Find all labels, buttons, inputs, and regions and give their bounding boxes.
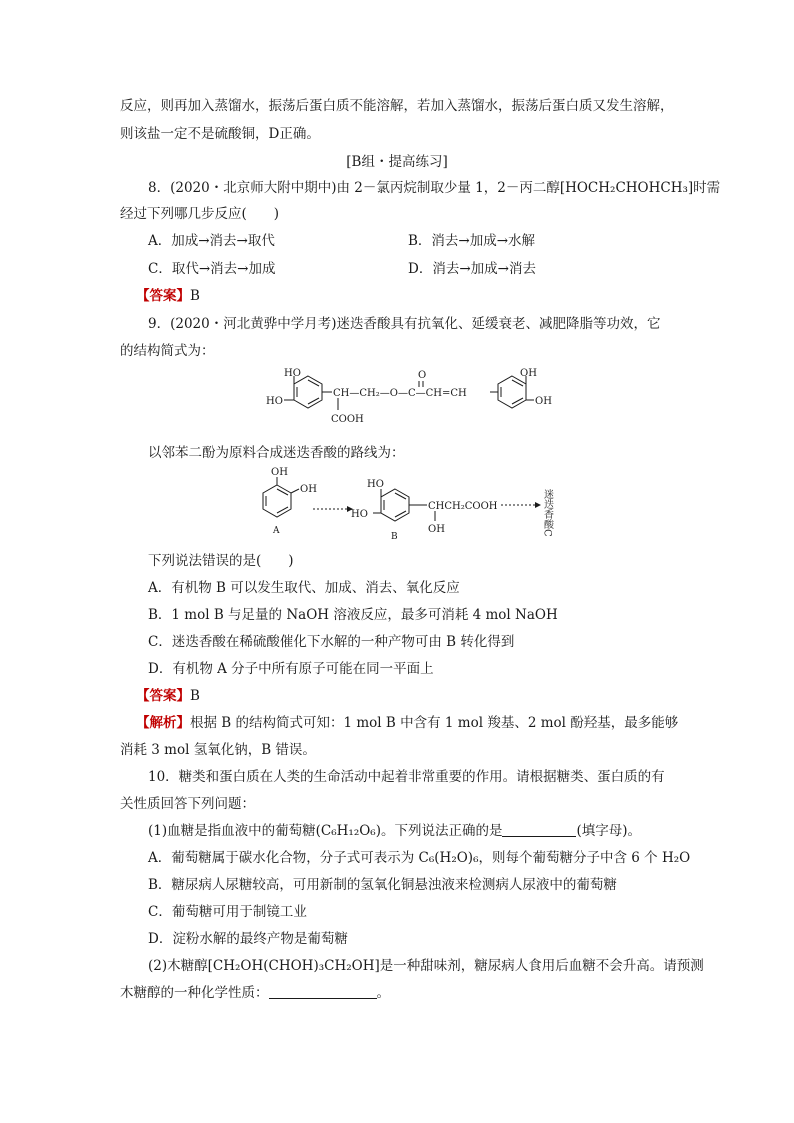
q10-sub2-tail: 。: [376, 985, 390, 1001]
oh-right-label: OH: [535, 396, 552, 407]
analysis-tag: 【解析】: [136, 715, 190, 731]
answer-blank-2[interactable]: [269, 984, 377, 999]
q9-route-text: 以邻苯二酚为原料合成迷迭香酸的路线为：: [148, 445, 405, 461]
q8-option-c: C．取代→消去→加成: [148, 261, 276, 277]
rosmarinic-acid-structure: [266, 364, 560, 434]
answer-blank-1[interactable]: [502, 822, 576, 837]
q9-question: 下列说法错误的是( ): [148, 553, 294, 569]
b-ho-top: HO: [367, 479, 384, 490]
compound-a-label: A: [273, 526, 280, 536]
intro-line-1: 反应，则再加入蒸馏水，振荡后蛋白质不能溶解，若加入蒸馏水，振荡后蛋白质又发生溶解，: [120, 98, 674, 114]
q8-answer: [136, 286, 676, 306]
answer-value: B: [190, 688, 200, 704]
compound-a-ring: [263, 485, 291, 517]
answer-tag: 【答案】: [136, 688, 190, 704]
q10-sub2-line-1: (2)木糖醇[CH₂OH(CHOH)₃CH₂OH]是一种甜味剂，糖尿病人食用后血糖不会升高。请预测: [148, 958, 704, 974]
q8-line-2: 经过下列哪几步反应( ): [120, 206, 280, 222]
b-ho-left: HO: [351, 509, 368, 520]
benzene-ring-left: [294, 376, 322, 408]
compound-b-label: B: [391, 532, 398, 542]
benzene-ring-right: [498, 376, 526, 408]
q10-sub2-text: 木糖醇的一种化学性质：: [120, 985, 269, 1001]
cooh-label: COOH: [331, 414, 364, 425]
chain-label: CH—CH₂—O—C—CH=CH: [333, 388, 467, 399]
q8-line-1: 8．(2020・北京师大附中期中)由 2－氯丙烷制取少量 1，2－丙二醇[HOCH₂CHOHCH₃]时需: [148, 180, 721, 196]
q10-sub2-line-2: [120, 983, 676, 1003]
q9-line-1: 9．(2020・河北黄骅中学月考)迷迭香酸具有抗氧化、延缓衰老、减肥降脂等功效，它: [148, 316, 661, 332]
q10-sub1-tail: (填字母)。: [576, 823, 642, 839]
carbonyl-o-label: O: [418, 370, 427, 381]
oh-top-label: OH: [520, 368, 537, 379]
section-title: [B组・提高练习]: [346, 154, 448, 170]
q10-option-d: D．淀粉水解的最终产物是葡萄糖: [148, 931, 348, 947]
q10-line-2: 关性质回答下列问题：: [120, 796, 255, 812]
intro-line-2: 则该盐一定不是硫酸铜，D正确。: [120, 126, 320, 142]
q9-analysis-line-1: [136, 713, 679, 733]
a-oh-2: OH: [300, 484, 317, 495]
b-oh: OH: [428, 524, 445, 535]
q9-option-b: B．1 mol B 与足量的 NaOH 溶液反应，最多可消耗 4 mol NaOH: [148, 607, 558, 623]
compound-c-label: 迷迭香酸C: [541, 489, 553, 537]
b-chain: CHCH₂COOH: [428, 501, 498, 512]
q10-option-b: B．糖尿病人尿糖较高，可用新制的氢氧化铜悬浊液来检测病人尿液中的葡萄糖: [148, 877, 617, 893]
q8-option-d: D．消去→加成→消去: [408, 261, 536, 277]
q9-analysis-line-2: 消耗 3 mol 氢氧化钠，B 错误。: [120, 742, 316, 758]
answer-tag: 【答案】: [136, 288, 190, 304]
q10-sub1: [148, 821, 676, 841]
q9-option-c: C．迷迭香酸在稀硫酸催化下水解的一种产物可由 B 转化得到: [148, 634, 515, 650]
a-oh-1: OH: [271, 467, 288, 478]
q8-option-a: A．加成→消去→取代: [148, 233, 275, 249]
q8-option-b: B．消去→加成→水解: [408, 233, 536, 249]
q10-option-a: A．葡萄糖属于碳水化合物，分子式可表示为 C₆(H₂O)₆，则每个葡萄糖分子中含 6 个 H₂O: [148, 850, 691, 866]
answer-value: B: [190, 288, 200, 304]
q10-line-1: 10．糖类和蛋白质在人类的生命活动中起着非常重要的作用。请根据糖类、蛋白质的有: [148, 769, 665, 785]
q9-option-d: D．有机物 A 分子中所有原子可能在同一平面上: [148, 661, 434, 677]
q10-sub1-text: (1)血糖是指血液中的葡萄糖(C₆H₁₂O₆)。下列说法正确的是: [148, 823, 503, 839]
q9-answer: [136, 686, 676, 706]
ho-left-label: HO: [266, 396, 283, 407]
q9-line-2: 的结构简式为：: [120, 343, 215, 359]
compound-b-ring: [381, 489, 409, 521]
analysis-text: 根据 B 的结构简式可知：1 mol B 中含有 1 mol 羧基、2 mol 酚羟基，最多能够: [190, 715, 679, 731]
synthesis-route: [255, 465, 565, 545]
q9-option-a: A．有机物 B 可以发生取代、加成、消去、氧化反应: [148, 580, 460, 596]
q10-option-c: C．葡萄糖可用于制镜工业: [148, 904, 307, 920]
ho-top-label: HO: [284, 368, 301, 379]
